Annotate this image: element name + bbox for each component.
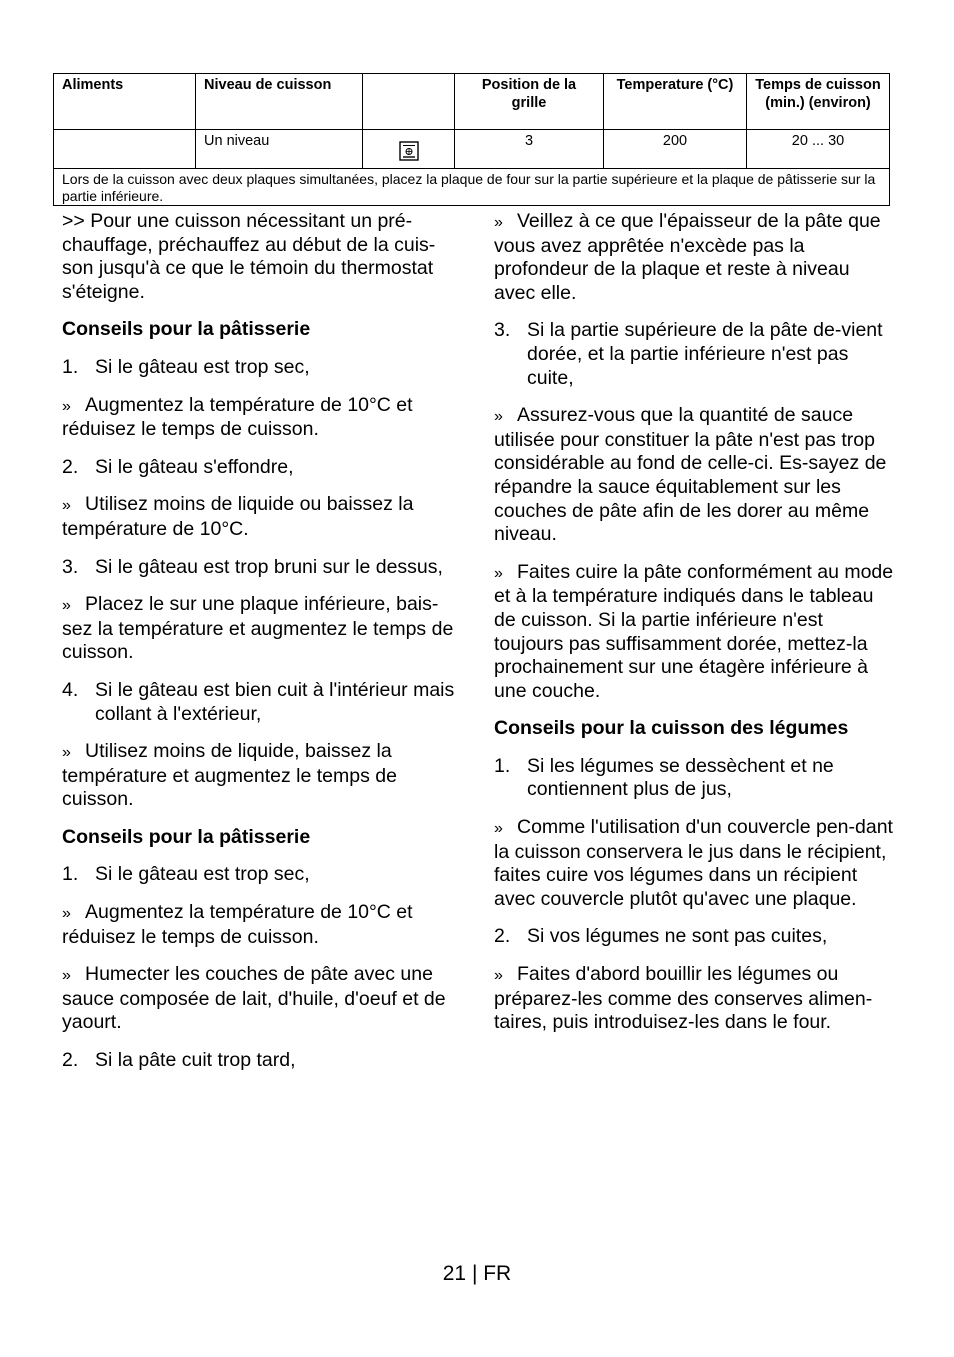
- header-mode: [363, 74, 455, 130]
- bullet-marker: »: [494, 408, 503, 426]
- tip-paragraph: [494, 210, 894, 305]
- tip-text: Humecter les couches de pâte avec une sauce composée de lait, d'huile, d'oeuf et de yaourt.: [62, 963, 446, 1034]
- tip-paragraph: [494, 561, 894, 704]
- cooking-table: [53, 73, 890, 206]
- tip-text: Utilisez moins de liquide, baissez la température et augmentez le temps de cuisson.: [62, 740, 397, 811]
- bullet-marker: »: [494, 214, 503, 231]
- list-item-text: Si vos légumes ne sont pas cuites,: [527, 925, 828, 948]
- tip-text: Faites cuire la pâte conformément au mode et à la température indiqués dans le tableau de cuisson. Si la partie inférieure n'est toujours pas suffisamment dorée, mettez-la prochainement sur une étagère inférieure à une couche.: [494, 560, 894, 702]
- cell-temps: 20 ... 30: [747, 130, 890, 169]
- tip-text: Utilisez moins de liquide ou baissez la température de 10°C.: [62, 493, 414, 540]
- header-temperature: Temperature (°C): [604, 74, 747, 130]
- tip-paragraph: [62, 740, 462, 812]
- tip-text: Faites d'abord bouillir les légumes ou préparez-les comme des conserves alimen-taires, puis introduisez-les dans le four.: [494, 963, 873, 1034]
- cell-niveau: Un niveau: [196, 130, 363, 169]
- list-number: 2.: [62, 455, 79, 478]
- page-footer: 21 | FR: [442, 1262, 512, 1285]
- list-item-text: Si les légumes se dessèchent et ne contiennent plus de jus,: [527, 754, 834, 801]
- bullet-marker: »: [62, 744, 71, 762]
- left-column: [62, 210, 462, 1087]
- bullet-marker: »: [62, 397, 71, 415]
- list-item-text: Si le gâteau est trop bruni sur le dessus,: [95, 555, 443, 578]
- list-number: 3.: [62, 555, 79, 578]
- list-item: [62, 679, 462, 726]
- header-temps: Temps de cuisson (min.) (environ): [747, 74, 890, 130]
- list-number: 3.: [494, 319, 511, 342]
- list-item: [62, 863, 462, 887]
- tip-paragraph: [62, 394, 462, 442]
- header-niveau: Niveau de cuisson: [196, 74, 363, 130]
- list-number: 2.: [62, 1049, 79, 1072]
- list-item: [62, 356, 462, 380]
- table-header-row: [54, 74, 890, 130]
- list-item: [62, 556, 462, 580]
- tip-paragraph: [62, 493, 462, 541]
- list-item-text: Si le gâteau s'effondre,: [95, 455, 294, 478]
- list-number: 1.: [62, 863, 79, 886]
- list-item-text: Si le gâteau est bien cuit à l'intérieur mais collant à l'extérieur,: [95, 678, 455, 725]
- section-title-legumes: Conseils pour la cuisson des légumes: [494, 717, 849, 740]
- list-number: 1.: [494, 754, 511, 777]
- cell-temperature: 200: [604, 130, 747, 169]
- right-column: [494, 210, 894, 1049]
- section-title-patisserie-1: Conseils pour la pâtisserie: [62, 318, 311, 341]
- bullet-marker: »: [62, 967, 71, 985]
- list-item: [494, 925, 894, 949]
- list-item: [494, 319, 894, 390]
- bullet-marker: »: [62, 497, 71, 515]
- tip-text: Augmentez la température de 10°C et réduisez le temps de cuisson.: [62, 901, 413, 948]
- oven-bottom-heat-fan-icon: [399, 141, 419, 166]
- bullet-marker: »: [494, 967, 503, 985]
- preheat-paragraph: >> Pour une cuisson nécessitant un pré-chauffage, préchauffez au début de la cuis-son jusqu'à ce que le témoin du thermostat s'éteigne.: [62, 210, 436, 303]
- header-position: Position de la grille: [455, 74, 604, 130]
- tip-text: Veillez à ce que l'épaisseur de la pâte que vous avez apprêtée n'excède pas la profondeur de la plaque et reste à niveau avec elle.: [494, 210, 881, 304]
- table-row: [54, 130, 890, 169]
- list-item-text: Si la partie supérieure de la pâte de-vient dorée, et la partie inférieure n'est pas cuite,: [527, 319, 883, 389]
- list-item-text: Si le gâteau est trop sec,: [95, 863, 310, 886]
- list-item: [494, 755, 894, 802]
- cell-position: 3: [455, 130, 604, 169]
- tip-paragraph: [494, 963, 894, 1035]
- table-note-row: [54, 169, 890, 206]
- list-number: 1.: [62, 355, 79, 378]
- list-item-text: Si la pâte cuit trop tard,: [95, 1049, 296, 1072]
- bullet-marker: »: [494, 564, 503, 582]
- cell-aliments: [54, 130, 196, 169]
- tip-paragraph: [62, 901, 462, 949]
- tip-text: Augmentez la température de 10°C et réduisez le temps de cuisson.: [62, 393, 413, 441]
- tip-text: Assurez-vous que la quantité de sauce utilisée pour constituer la pâte n'est pas trop considérable au fond de celle-ci. Es-sayez de répandre la sauce équitablement sur les couches de pâte afin de les dorer au même niveau.: [494, 404, 887, 546]
- list-number: 4.: [62, 678, 79, 701]
- tip-paragraph: [62, 593, 462, 665]
- list-number: 2.: [494, 925, 511, 948]
- bullet-marker: »: [494, 820, 503, 838]
- tip-paragraph: [494, 404, 894, 547]
- bullet-marker: »: [62, 597, 71, 615]
- bullet-marker: »: [62, 905, 71, 923]
- list-item: [62, 1049, 462, 1073]
- tip-paragraph: [494, 816, 894, 911]
- tip-text: Placez le sur une plaque inférieure, bais-sez la température et augmentez le temps de cuisson.: [62, 593, 454, 664]
- section-title-patisserie-2: Conseils pour la pâtisserie: [62, 825, 311, 848]
- list-item-text: Si le gâteau est trop sec,: [95, 355, 310, 378]
- tip-text: Comme l'utilisation d'un couvercle pen-dant la cuisson conservera le jus dans le récipient, faites cuire vos légumes dans un récipient avec couvercle plutôt qu'avec une plaque.: [494, 816, 893, 910]
- header-aliments: Aliments: [54, 74, 196, 130]
- list-item: [62, 456, 462, 480]
- table-note: Lors de la cuisson avec deux plaques simultanées, placez la plaque de four sur la partie supérieure et la plaque de pâtisserie sur la partie inférieure.: [54, 169, 890, 206]
- cell-mode: [363, 130, 455, 169]
- tip-paragraph: [62, 963, 462, 1035]
